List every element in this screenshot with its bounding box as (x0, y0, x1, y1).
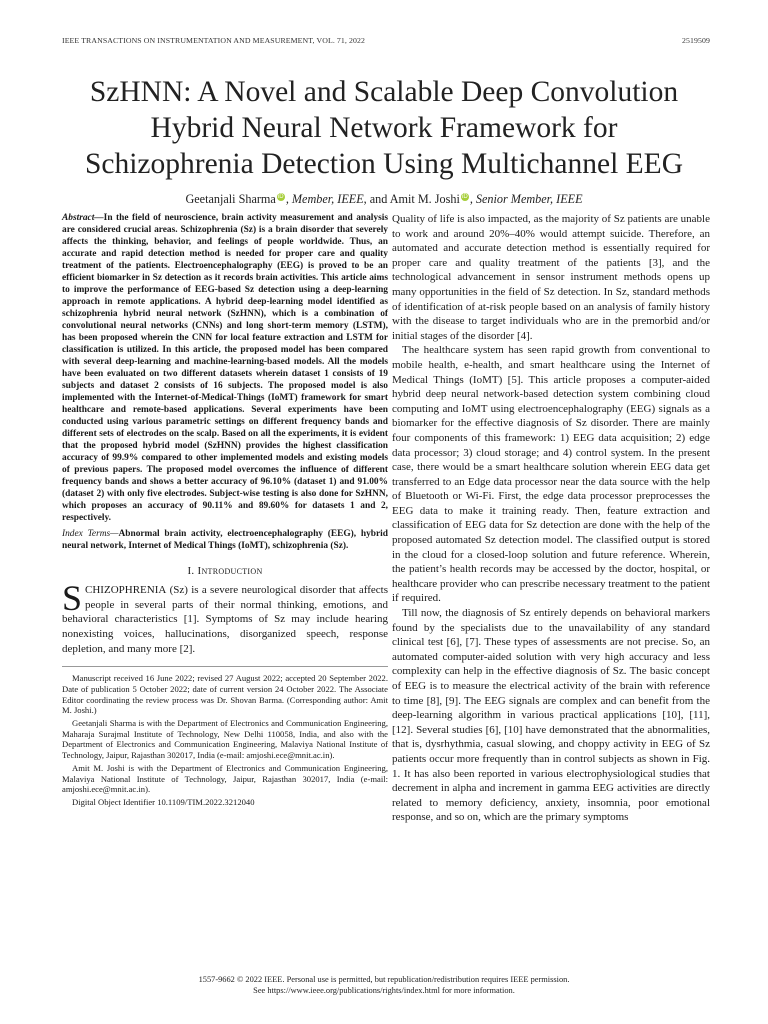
running-head (62, 36, 710, 45)
author-name: Amit M. Joshi (389, 192, 460, 206)
footnote-author2: Amit M. Joshi is with the Department of Electronics and Communication Engineering, Malaviya National Institute of Technology, Jaipur, Rajasthan 302017, India (e-mail: amjoshi.ece@mnit.ac.in). (62, 762, 388, 795)
author-name: Geetanjali Sharma (185, 192, 276, 206)
body-paragraph: Quality of life is also impacted, as the majority of Sz patients are unable to work and around 20%–40% would attempt suicide. Therefore, an automated and accurate detection method is essentially required for proper care and quality treatment of the patients [3], and the technological advancement in sensor instrument methods opens up many opportunities in the field of Sz detection. In Sz, standard methods of identification of at-risk people based on an analysis of family history with the disease to target individuals who are in the premorbid and/or initial stages of the disorder [4]. (392, 213, 710, 342)
author-role: , Member, IEEE (285, 192, 364, 206)
journal-name: IEEE TRANSACTIONS ON INSTRUMENTATION AND MEASUREMENT, VOL. 71, 2022 (62, 36, 366, 45)
copyright-notice (40, 974, 728, 996)
left-column (62, 212, 388, 810)
section-title: Introduction (197, 565, 263, 577)
intro-paragraph (62, 578, 388, 656)
abstract (62, 212, 388, 524)
title-line: Hybrid Neural Network Framework for (150, 112, 618, 144)
author-role: , Senior Member, IEEE (469, 192, 583, 206)
footnote-manuscript: Manuscript received 16 June 2022; revised 27 August 2022; accepted 20 September 2022. Date of publication 5 October 2022; date of current version 24 October 2022. The Associate Editor coordinating the review process was Dr. Shovan Barma. (Corresponding author: Amit M. Joshi.) (62, 673, 388, 716)
copyright-link[interactable]: See https://www.ieee.org/publications/rights/index.html for more information. (253, 986, 515, 995)
intro-text: (Sz) is a severe neurological disorder that affects people in several parts of their normal thinking, emotions, and behavioral characteristics [1]. Symptoms of Sz may include hearing nonexisting voices, hallucinations, disorganized speech, response depletion, and many more [2]. (62, 584, 388, 655)
right-column (392, 212, 710, 825)
footnotes (62, 666, 388, 807)
article-number: 2519509 (682, 36, 710, 45)
intro-lead: CHIZOPHRENIA (85, 584, 167, 597)
paper-title (40, 74, 728, 182)
author-conjunction: , and (363, 192, 390, 206)
index-terms-text: Abnormal brain activity, electroencephalography (EEG), hybrid neural network, Internet of Medical Things (IoMT), schizophrenia (Sz). (62, 529, 388, 551)
section-heading (62, 565, 388, 578)
orcid-icon[interactable]: iD (277, 194, 284, 200)
title-line: Schizophrenia Detection Using Multichannel EEG (84, 148, 684, 180)
author-line (40, 192, 728, 207)
drop-cap: S (62, 578, 83, 619)
section-number: I. (187, 565, 198, 577)
body-paragraph: Till now, the diagnosis of Sz entirely depends on behavioral markers found by the specialists due to the unavailability of any standard clinical test [6], [7]. These types of assessments are not precise. So, an automated computer-aided solution with very high accuracy and less complexity can help in the effective diagnosis of Sz. The basic concept of EEG is to measure the electrical activity of the brain with reference to time [8], [9]. The EEG signals are complex and can benefit from the deep-learning algorithm in various practical applications [10], [11], [12]. Several studies [6], [10] have demonstrated that the abnormalities, that is, dysrhythmia, casual slowing, and choppy activity in EEG of Sz patients occur more frequently than in control subjects as shown in Fig. 1. It has also been reported in various electrophysiological studies that decrement in alpha and increment in gamma EEG activities are directly related to memory deficiency, anxiety, insomnia, poor emotional response, and so on, which are the primary symptoms (392, 607, 710, 824)
body-paragraph: The healthcare system has seen rapid growth from conventional to mobile health, e-health, and smart healthcare using the Internet of Medical Things (IoMT) [5]. This article proposes a computer-aided hybrid deep neural network-based detection system combining cloud computing and IoMT using electroencephalography (EEG) signals as a biomarker for the effective diagnosis of Sz disorder. There are mainly four components of this framework: 1) EEG data acquisition; 2) edge data processor; 3) cloud storage; and 4) control system. In the present case, there would be a smart healthcare solution wherein EEG data get transferred to an Edge data processor near the data source with the help of Bluetooth or Wi-Fi. First, the edge data processor preprocesses the EEG data to make it training ready. Then, feature extraction and classification of EEG data for Sz detection are done with the help of the proposed automated Sz detection model. The classified output is stored in the cloud for a closed-loop solution and future reference. Wherein, the patient’s health records may be accessed by the doctor, hospital, or healthcare provider who can prescribe necessary treatment to the patient if required. (392, 344, 710, 605)
index-terms (62, 528, 388, 552)
abstract-label: Abstract— (62, 213, 104, 223)
index-terms-label: Index Terms— (62, 529, 119, 539)
title-line: SzHNN: A Novel and Scalable Deep Convolution (89, 76, 679, 108)
orcid-icon[interactable]: iD (461, 194, 468, 200)
footnote-author1: Geetanjali Sharma is with the Department of Electronics and Communication Engineering, Maharaja Surajmal Institute of Technology, New Delhi 110058, India, and also with the Department of Electronics and Communication Engineering, Malaviya National Institute of Technology, Jaipur, Rajasthan 302017, India (e-mail: amjoshi.ece@mnit.ac.in). (62, 718, 388, 761)
copyright-line: 1557-9662 © 2022 IEEE. Personal use is permitted, but republication/redistribution requires IEEE permission. (198, 975, 570, 984)
abstract-text: In the field of neuroscience, brain activity measurement and analysis are considered crucial areas. Schizophrenia (Sz) is a brain disorder that severely affects the thinking, behavior, and feelings of people worldwide. Thus, an accurate and rapid detection method is needed for proper care and quality treatment of the patients. Electroencephalography (EEG) is proved to be an efficient biomarker in Sz detection as it records brain activities. This article aims to improve the performance of EEG-based Sz detection using a deep-learning approach in remote applications. A hybrid deep-learning model identified as schizophrenia hybrid neural network (SzHNN), which is a combination of convolutional neural networks (CNNs) and long short-term memory (LSTM), has been proposed wherein the CNN for local feature extraction and LSTM for classification is utilized. In this article, the proposed model has been compared with several deep-learning and machine-learning-based models. All the models have been evaluated on two different datasets wherein dataset 1 consists of 19 subjects and dataset 2 consists of 16 subjects. The proposed model is also implemented with the Internet-of-Medical-Things (IoMT) framework for smart healthcare and remote-based applications. Several experiments have been conducted using various parametric settings on different frequency bands and different sets of electrodes on the scalp. Based on all the experiments, it is evident that the proposed hybrid model (SzHNN) provides the highest classification accuracy of 99.9% compared to other implemented models and existing models of previous papers. The proposed model overcomes the influence of different frequency bands and shows a better accuracy of 96.10% (dataset 1) and 91.00% (dataset 2) with only five electrodes. Subject-wise testing is also done for SzHNN, which proposes an accuracy of 90.11% and 89.60% for datasets 1 and 2, respectively. (62, 213, 388, 523)
footnote-doi: Digital Object Identifier 10.1109/TIM.2022.3212040 (72, 797, 255, 807)
